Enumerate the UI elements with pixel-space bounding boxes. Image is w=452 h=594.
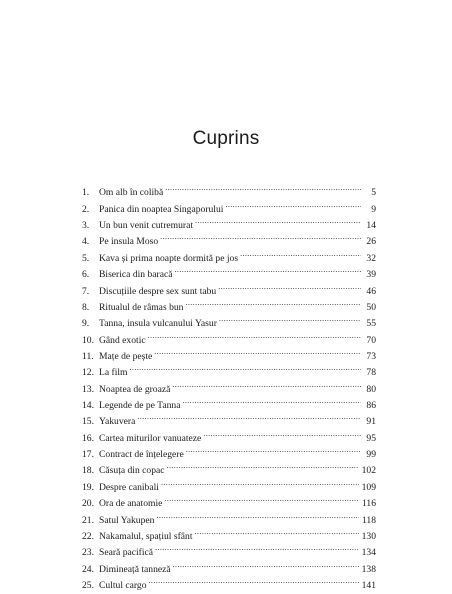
toc-dot-leader (240, 244, 361, 260)
toc-entry-page-number: 9 (371, 203, 376, 215)
toc-entry-number: 22. (82, 530, 94, 542)
toc-dot-leader (149, 572, 359, 588)
toc-dot-leader (155, 539, 359, 555)
toc-entry-title: Pe insula Moso (99, 236, 159, 248)
toc-entry-number: 9. (82, 318, 90, 330)
toc-entry-title: Un bun venit cutremurat (99, 220, 194, 232)
toc-entry-page-number: 80 (366, 383, 376, 395)
toc-entry-page-number: 95 (366, 432, 376, 444)
toc-entry-number: 25. (82, 579, 94, 591)
toc-entry-title: Seară pacifică (99, 547, 154, 559)
toc-entry-title: Despre canibali (99, 481, 159, 493)
toc-dot-leader (225, 195, 361, 211)
toc-entry-title: Ora de anatomie (99, 498, 163, 510)
toc-entry-number: 20. (82, 498, 94, 510)
toc-dot-leader (173, 555, 359, 571)
toc-entry-page-number: 46 (366, 285, 376, 297)
toc-entry-page-number: 99 (366, 449, 376, 461)
toc-dot-leader (175, 261, 361, 277)
toc-entry-page-number: 50 (366, 301, 376, 313)
toc-entry-title: Tanna, insula vulcanului Yasur (99, 318, 217, 330)
toc-entry-number: 3. (82, 220, 90, 232)
toc-entry (82, 179, 376, 199)
toc-entry-number: 4. (82, 236, 90, 248)
toc-dot-leader (130, 359, 361, 375)
toc-dot-leader (195, 212, 361, 228)
toc-entry-title: Cartea miturilor vanuateze (99, 432, 202, 444)
toc-entry-page-number: 14 (366, 220, 376, 232)
toc-entry-page-number: 116 (361, 498, 376, 510)
toc-entry-title: Căsuța din copac (99, 465, 165, 477)
toc-entry-page-number: 118 (361, 514, 376, 526)
toc-dot-leader (219, 310, 361, 326)
toc-entry-page-number: 5 (371, 187, 376, 199)
toc-entry-number: 7. (82, 285, 90, 297)
toc-entry-number: 13. (82, 383, 94, 395)
toc-entry-page-number: 55 (366, 318, 376, 330)
toc-entry-page-number: 134 (361, 547, 376, 559)
toc-entry-page-number: 91 (366, 416, 376, 428)
toc-entry-title: Biserica din baracă (99, 269, 173, 281)
toc-entry-page-number: 70 (366, 334, 376, 346)
toc-entry-number: 11. (82, 350, 94, 362)
toc-dot-leader (186, 441, 361, 457)
toc-entry-title: La film (99, 367, 128, 379)
toc-dot-leader (195, 523, 359, 539)
toc-entry-title: Mațe de pește (99, 350, 153, 362)
toc-entry-number: 16. (82, 432, 94, 444)
toc-dot-leader (203, 424, 361, 440)
toc-entry-title: Gând exotic (99, 334, 146, 346)
toc-entry-page-number: 141 (361, 579, 376, 591)
toc-entry-title: Kava și prima noapte dormită pe jos (99, 252, 239, 264)
toc-entry-number: 14. (82, 400, 94, 412)
toc-entry-title: Discuțiile despre sex sunt tabu (99, 285, 217, 297)
toc-entry-number: 19. (82, 481, 94, 493)
toc-entry-page-number: 102 (361, 465, 376, 477)
toc-entry-title: Panica din noaptea Singaporului (99, 203, 224, 215)
toc-dot-leader (165, 179, 361, 195)
toc-dot-leader (137, 408, 361, 424)
toc-dot-leader (167, 457, 359, 473)
toc-entry-title: Yakuvera (99, 416, 136, 428)
toc-dot-leader (156, 506, 359, 522)
toc-entry-page-number: 78 (366, 367, 376, 379)
toc-dot-leader (185, 294, 361, 310)
toc-dot-leader (161, 473, 359, 489)
toc-dot-leader (172, 375, 361, 391)
toc-dot-leader (160, 228, 361, 244)
toc-entry-number: 5. (82, 252, 90, 264)
toc-entry-title: Dimineață tanneză (99, 563, 171, 575)
toc-entry-page-number: 86 (366, 400, 376, 412)
toc-entry-number: 12. (82, 367, 94, 379)
toc-entry-page-number: 26 (366, 236, 376, 248)
toc-entry-title: Legende de pe Tanna (99, 400, 181, 412)
toc-entry-number: 18. (82, 465, 94, 477)
toc-entry-number: 1. (82, 187, 90, 199)
toc-entry-page-number: 73 (366, 350, 376, 362)
toc-dot-leader (164, 490, 359, 506)
toc-entry-number: 21. (82, 514, 94, 526)
toc-entry-title: Nakamalul, spațiul sfânt (99, 530, 193, 542)
toc-entry-number: 24. (82, 563, 94, 575)
toc-entry-page-number: 130 (361, 530, 376, 542)
toc-entry-page-number: 32 (366, 252, 376, 264)
toc-entry-page-number: 109 (361, 481, 376, 493)
toc-entry-page-number: 39 (366, 269, 376, 281)
toc-dot-leader (148, 326, 361, 342)
toc-entry-number: 10. (82, 334, 94, 346)
page-title: Cuprins (192, 128, 260, 149)
toc-entry-title: Noaptea de groază (99, 383, 171, 395)
toc-entry-title: Ritualul de râmas bun (99, 301, 184, 313)
toc-entry-number: 6. (82, 269, 90, 281)
toc-entry-title: Cultul cargo (99, 579, 147, 591)
toc-entry-number: 15. (82, 416, 94, 428)
toc-dot-leader (182, 392, 361, 408)
toc-entry-number: 2. (82, 203, 90, 215)
toc-dot-leader (154, 343, 361, 359)
toc-dot-leader (218, 277, 361, 293)
table-of-contents (82, 179, 376, 591)
toc-entry-title: Contract de înțelegere (99, 449, 184, 461)
toc-entry-number: 23. (82, 547, 94, 559)
toc-entry-title: Om alb în colibă (99, 187, 164, 199)
toc-entry-title: Satul Yakupen (99, 514, 155, 526)
toc-entry-number: 17. (82, 449, 94, 461)
toc-entry-page-number: 138 (361, 563, 376, 575)
toc-entry-number: 8. (82, 301, 90, 313)
